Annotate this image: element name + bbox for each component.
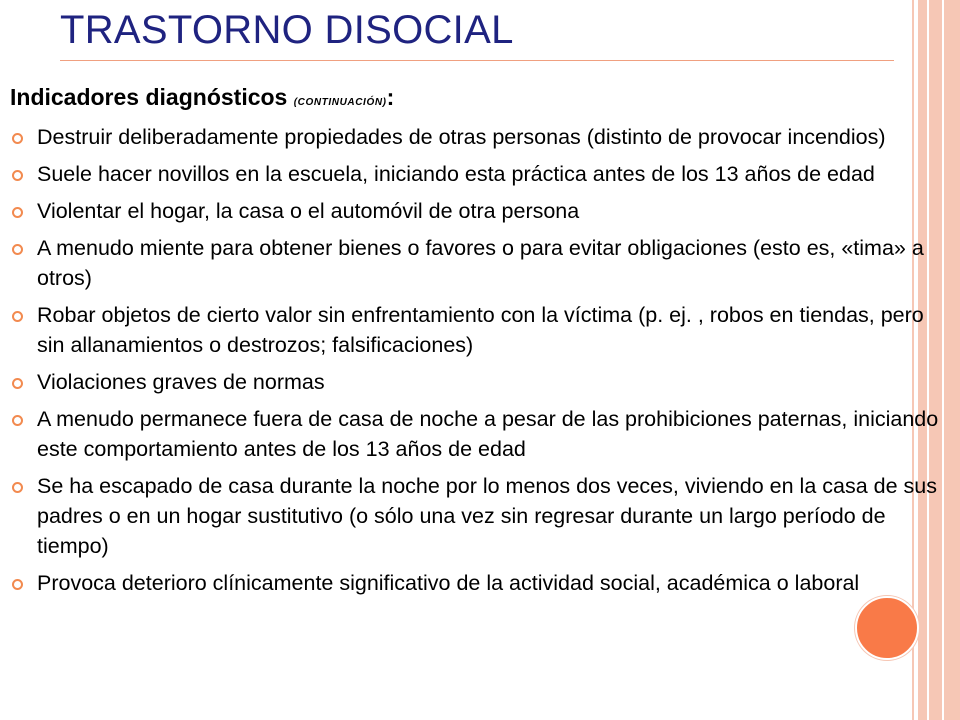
bullet-ring-icon bbox=[12, 378, 23, 389]
title-underline bbox=[60, 60, 894, 61]
bullet-text: A menudo miente para obtener bienes o favores o para evitar obligaciones (esto es, «tima» a otros) bbox=[37, 236, 924, 290]
subheading-main: Indicadores diagnósticos bbox=[10, 84, 288, 110]
bullet-item bbox=[10, 568, 955, 598]
bullet-item bbox=[10, 404, 955, 464]
bullet-text: Violaciones graves de normas bbox=[37, 370, 325, 394]
slide-title: TRASTORNO DISOCIAL bbox=[60, 8, 514, 52]
bullet-text: Robar objetos de cierto valor sin enfrentamiento con la víctima (p. ej. , robos en tiendas, pero sin allanamientos o destrozos; falsificaciones) bbox=[37, 303, 924, 357]
bullet-ring-icon bbox=[12, 133, 23, 144]
bullet-item bbox=[10, 159, 955, 189]
bullet-text: Se ha escapado de casa durante la noche por lo menos dos veces, viviendo en la casa de sus padres o en un hogar sustitutivo (o sólo una vez sin regresar durante un largo período de tiempo) bbox=[37, 474, 937, 558]
bullet-text: Violentar el hogar, la casa o el automóvil de otra persona bbox=[37, 199, 580, 223]
subheading-continuation: (CONTINUACIÓN) bbox=[293, 97, 387, 108]
bullet-item bbox=[10, 196, 955, 226]
bullet-item bbox=[10, 367, 955, 397]
bullet-ring-icon bbox=[12, 579, 23, 590]
section-subheading bbox=[10, 84, 394, 111]
bullet-ring-icon bbox=[12, 311, 23, 322]
decorative-orange-circle bbox=[855, 596, 919, 660]
bullet-item bbox=[10, 471, 955, 561]
bullet-text: A menudo permanece fuera de casa de noche a pesar de las prohibiciones paternas, iniciando este comportamiento antes de los 13 años de edad bbox=[37, 407, 939, 461]
bullet-text: Suele hacer novillos en la escuela, iniciando esta práctica antes de los 13 años de edad bbox=[37, 162, 875, 186]
subheading-colon: : bbox=[386, 84, 395, 110]
bullet-ring-icon bbox=[12, 244, 23, 255]
bullet-ring-icon bbox=[12, 207, 23, 218]
bullet-ring-icon bbox=[12, 170, 23, 181]
bullet-ring-icon bbox=[12, 482, 23, 493]
bullet-list bbox=[10, 122, 955, 605]
bullet-item bbox=[10, 122, 955, 152]
bullet-item bbox=[10, 300, 955, 360]
bullet-item bbox=[10, 233, 955, 293]
bullet-text: Provoca deterioro clínicamente significativo de la actividad social, académica o laboral bbox=[37, 571, 860, 595]
bullet-text: Destruir deliberadamente propiedades de otras personas (distinto de provocar incendios) bbox=[37, 125, 886, 149]
bullet-ring-icon bbox=[12, 415, 23, 426]
